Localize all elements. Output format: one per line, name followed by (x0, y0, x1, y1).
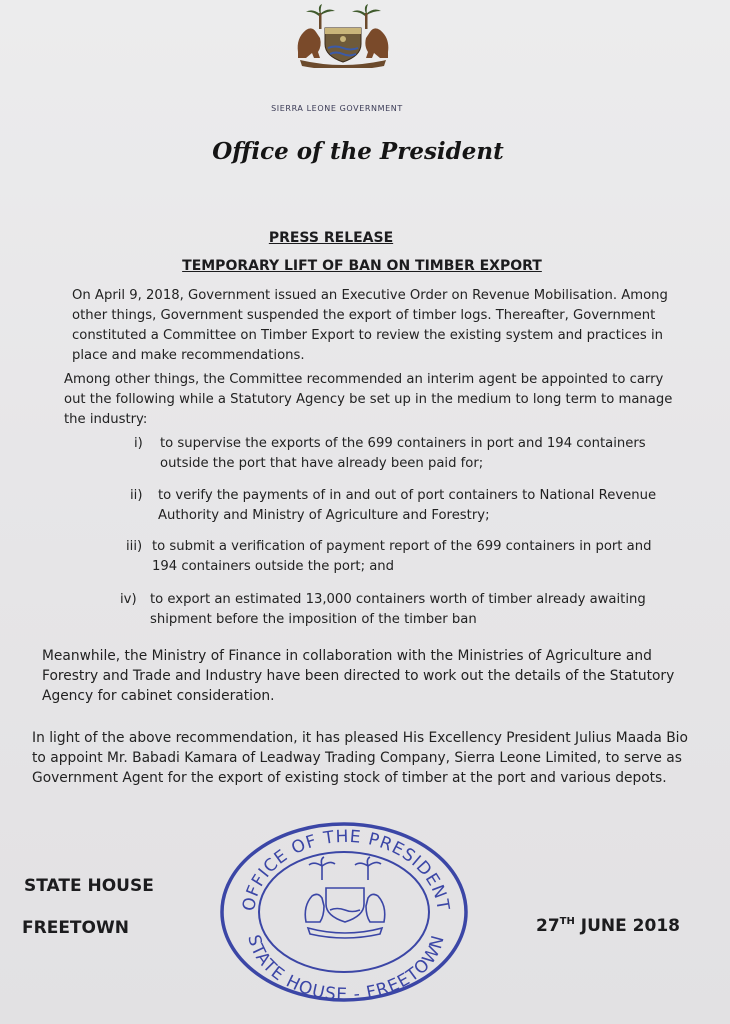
list-item-text: to verify the payments of in and out of port containers to National Revenue Authority and Ministry of Agriculture and Forestry; (158, 488, 657, 523)
list-item (120, 590, 680, 630)
list-item (134, 434, 674, 474)
list-item (130, 486, 675, 526)
date-suffix: TH (559, 916, 575, 927)
stamp-crest-icon (305, 857, 385, 938)
paragraph-appointment: In light of the above recommendation, it has pleased His Excellency President Julius Maada Bio to appoint Mr. Babadi Kamara of Leadway Trading Company, Sierra Leone Limited, to serve as Government Agent for the export of existing stock of timber at the port and various depots. (32, 730, 688, 786)
subject-heading: TEMPORARY LIFT OF BAN ON TIMBER EXPORT (182, 258, 542, 274)
date-day: 27 (536, 916, 560, 936)
list-item-text: to submit a verification of payment report of the 699 containers in port and 194 containers outside the port; and (152, 539, 652, 574)
list-item-number: i) (134, 436, 143, 451)
office-title: Office of the President (212, 138, 504, 165)
stamp-top-text: OFFICE OF THE PRESIDENT (238, 826, 453, 913)
list-item-text: to supervise the exports of the 699 containers in port and 194 containers outside the port that have already been paid for; (160, 436, 646, 471)
paragraph-executive-order: On April 9, 2018, Government issued an Executive Order on Revenue Mobilisation. Among other things, Government suspended the export of timber logs. Thereafter, Government constituted a Committee on Timber Export to review the existing system and practices in place and make recommendations. (72, 288, 668, 363)
release-date (536, 916, 680, 936)
list-item-number: ii) (130, 488, 143, 503)
paragraph-ministry-of-finance: Meanwhile, the Ministry of Finance in collaboration with the Ministries of Agriculture and Forestry and Trade and Industry have been directed to work out the details of the Statutory Agency for cabinet consideration. (42, 648, 675, 704)
official-stamp (218, 818, 470, 1002)
list-item-number: iv) (120, 592, 137, 607)
list-item (126, 537, 676, 577)
location-state-house: STATE HOUSE (24, 876, 154, 896)
coat-of-arms-emblem (290, 4, 396, 68)
location-freetown: FREETOWN (22, 918, 129, 938)
stamp-bottom-text: STATE HOUSE - FREETOWN (243, 932, 449, 1002)
press-release-heading: PRESS RELEASE (268, 230, 394, 246)
date-rest: JUNE 2018 (574, 916, 680, 936)
government-label: SIERRA LEONE GOVERNMENT (271, 104, 403, 113)
paragraph-committee: Among other things, the Committee recommended an interim agent be appointed to carry out the following while a Statutory Agency be set up in the medium to long term to manage the industry: (64, 372, 673, 427)
list-item-text: to export an estimated 13,000 containers worth of timber already awaiting shipment before the imposition of the timber ban (150, 592, 646, 627)
list-item-number: iii) (126, 539, 143, 554)
